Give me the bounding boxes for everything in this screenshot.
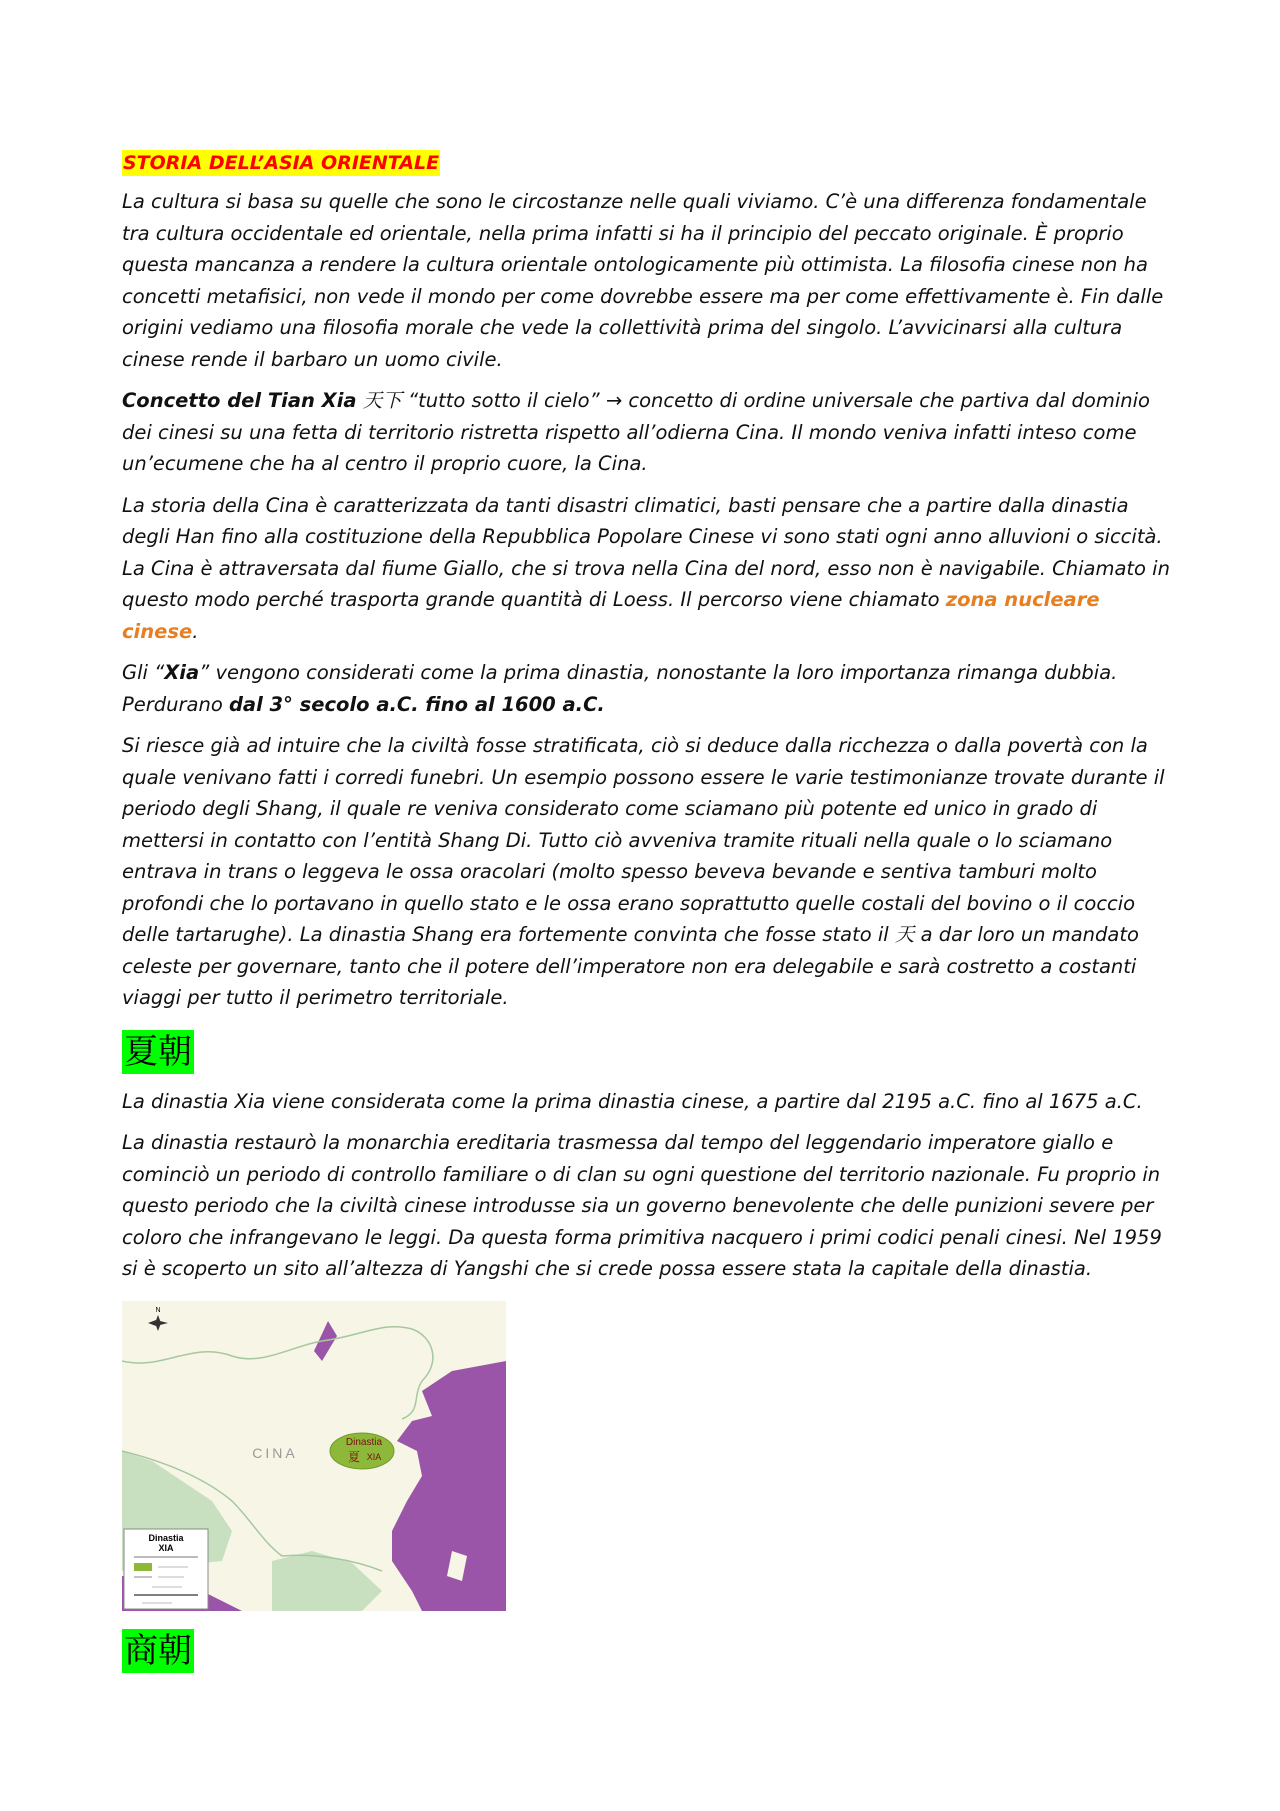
paragraph-xia-intro: [122, 657, 1172, 720]
shang-text-a: Si riesce già ad intuire che la civiltà fosse stratificata, ciò si deduce dalla ricchezza o dalla povertà con la quale venivano fatti i corredi funebri. Un esempio possono essere le varie testimonianze trovate durante il periodo degli Shang, il quale re veniva considerato come sciamano più potente ed unico in grado di mettersi in contatto con l’entità Shang Di. Tutto ciò avveniva tramite rituali nella quale o lo sciamano entrava in trans o leggeva le ossa oracolari (molto spesso beveva bevande e sentiva tamburi molto profondi che lo portavano in quello stato e le ossa erano soprattutto quelle costali del bovino o il coccio delle tartarughe). La dinastia Shang era fortemente convinta che fosse stato il: [122, 734, 1165, 946]
compass-north: N: [155, 1306, 161, 1314]
climate-end: .: [192, 619, 199, 643]
shang-text-b: a dar loro un mandato celeste per governare, tanto che il potere dell’imperatore non era delegabile e sarà costretto a costanti viaggi per tutto il perimetro territoriale.: [122, 923, 1139, 1009]
legend-title-2: XIA: [158, 1542, 174, 1553]
paragraph-climate: [122, 490, 1172, 648]
heading-shang-dynasty: 商朝: [124, 1630, 192, 1671]
map-legend: [124, 1529, 208, 1609]
region-label-1: Dinastia: [345, 1436, 383, 1448]
xia-intro-a: Gli “: [122, 661, 165, 684]
xia-word: Xia: [164, 661, 200, 684]
climate-text: La storia della Cina è caratterizzata da tanti disastri climatici, basti pensare che a partire dalla dinastia degli Han fino alla costituzione della Repubblica Popolare Cinese vi sono stati ogni anno alluvioni o siccità. La Cina è attraversata dal fiume Giallo, che si trova nella Cina del nord, esso non è navigabile. Chiamato in questo modo perché trasporta grande quantità di Loess. Il percorso viene chiamato: [122, 493, 1170, 611]
map-image: [122, 1301, 506, 1611]
tian-xia-text: “tutto sotto il cielo” → concetto di ordine universale che partiva dal dominio dei cinesi su una fetta di territorio ristretta rispetto all’odierna Cina. Il mondo veniva infatti inteso come un’ecumene che ha al centro il proprio cuore, la Cina.: [122, 389, 1150, 475]
paragraph-tian-xia: [122, 385, 1172, 480]
tian-xia-cjk: 天下: [356, 389, 408, 412]
document-page: [122, 150, 1172, 1685]
legend-title-1: Dinastia: [148, 1532, 184, 1543]
paragraph-xia-dates: La dinastia Xia viene considerata come la prima dinastia cinese, a partire dal 2195 a.C. fino al 1675 a.C.: [122, 1089, 1143, 1113]
document-title: STORIA DELL’ASIA ORIENTALE: [123, 152, 440, 174]
region-label-2: XIA: [366, 1451, 382, 1462]
xia-dates: dal 3° secolo a.C. fino al 1600 a.C.: [228, 692, 605, 716]
heading-xia-dynasty: 夏朝: [124, 1031, 192, 1072]
paragraph-xia-monarchy: La dinastia restaurò la monarchia ereditaria trasmessa dal tempo del leggendario imperatore giallo e cominciò un periodo di controllo familiare o di clan su ogni questione del territorio nazionale. Fu proprio in questo periodo che la civiltà cinese introdusse sia un governo benevolente che delle punizioni severe per coloro che infrangevano le leggi. Da questa forma primitiva nacquero i primi codici penali cinesi. Nel 1959 si è scoperto un sito all’altezza di Yangshi che si crede possa essere stata la capitale della dinastia.: [122, 1131, 1162, 1280]
tian-cjk: 天: [894, 923, 915, 946]
paragraph-intro: La cultura si basa su quelle che sono le circostanze nelle quali viviamo. C’è una differenza fondamentale tra cultura occidentale ed orientale, nella prima infatti si ha il principio del peccato originale. È proprio questa mancanza a rendere la cultura orientale ontologicamente più ottimista. La filosofia cinese non ha concetti metafisici, non vede il mondo per come dovrebbe essere ma per come effettivamente è. Fin dalle origini vediamo una filosofia morale che vede la collettività prima del singolo. L’avvicinarsi alla cultura cinese rende il barbaro un uomo civile.: [122, 190, 1164, 371]
paragraph-shang: [122, 730, 1172, 1014]
xia-dynasty-map: [122, 1301, 506, 1611]
region-label-cjk: 夏: [347, 1449, 361, 1464]
xia-intro-b: ” vengono considerati come la prima dinastia, nonostante la loro importanza rimanga dubbia. Perdurano: [122, 661, 1118, 716]
zona-nucleare-highlight: zona nucleare cinese: [122, 588, 1100, 643]
tian-xia-term: Concetto del Tian Xia: [122, 389, 357, 412]
country-label: CINA: [252, 1444, 298, 1461]
